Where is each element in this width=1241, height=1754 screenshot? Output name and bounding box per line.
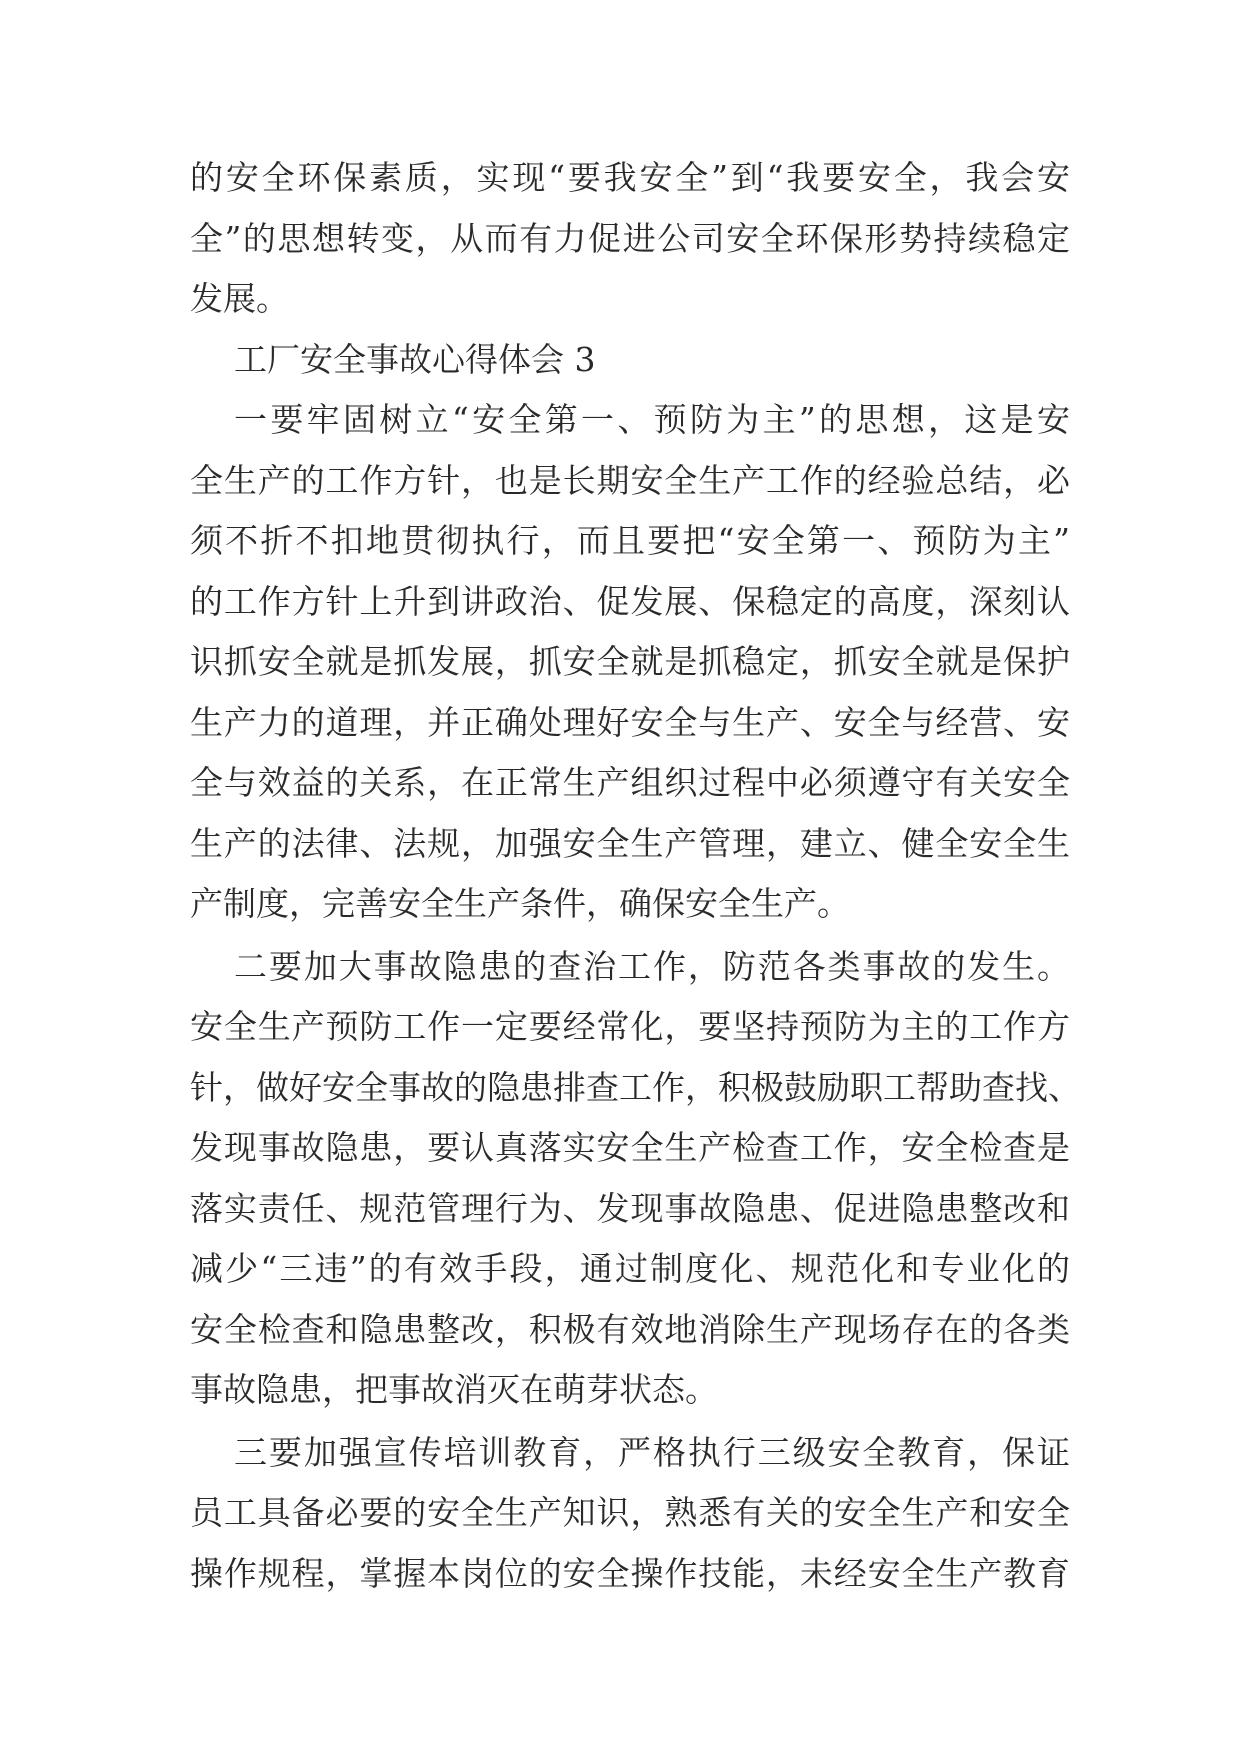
text-line: 发展。 (190, 279, 289, 318)
text-line: 员工具备必要的安全生产知识，熟悉有关的安全生产和安全 (190, 1493, 1070, 1532)
text-line: 二要加大事故隐患的查治工作，防范各类事故的发生。 (234, 946, 1070, 986)
text-line: 全生产的工作方针，也是长期安全生产工作的经验总结，必 (190, 460, 1070, 500)
text-line: 落实责任、规范管理行为、发现事故隐患、促进隐患整改和 (190, 1188, 1070, 1228)
text-line: 识抓安全就是抓发展，抓安全就是抓稳定，抓安全就是保护 (190, 642, 1070, 681)
paragraph-point-three (190, 1423, 1070, 1605)
text-line: 减少“三违”的有效手段，通过制度化、规范化和专业化的 (190, 1249, 1070, 1288)
text-line: 的安全环保素质，实现“要我安全”到“我要安全，我会安 (190, 158, 1070, 197)
text-line: 的工作方针上升到讲政治、促发展、保稳定的高度，深刻认 (190, 581, 1070, 621)
section-heading (190, 330, 1070, 391)
document-page (190, 148, 1081, 1604)
text-line: 针，做好安全事故的隐患排查工作，积极鼓励职工帮助查找、 (190, 1067, 1081, 1107)
paragraph-continued (190, 148, 1070, 330)
text-line: 操作规程，掌握本岗位的安全操作技能，未经安全生产教育 (190, 1553, 1070, 1593)
text-line: 三要加强宣传培训教育，严格执行三级安全教育，保证 (234, 1432, 1070, 1472)
text-line: 事故隐患，把事故消灭在萌芽状态。 (190, 1370, 718, 1409)
text-line: 安全生产预防工作一定要经常化，要坚持预防为主的工作方 (190, 1007, 1070, 1046)
text-line: 生产的法律、法规，加强安全生产管理，建立、健全安全生 (190, 823, 1070, 863)
text-line: 发现事故隐患，要认真落实安全生产检查工作，安全检查是 (190, 1128, 1070, 1167)
text-line: 全”的思想转变，从而有力促进公司安全环保形势持续稳定 (190, 218, 1070, 258)
paragraph-point-two (190, 937, 1081, 1421)
heading-text: 工厂安全事故心得体会 3 (234, 339, 596, 379)
text-line: 全与效益的关系，在正常生产组织过程中必须遵守有关安全 (190, 763, 1070, 802)
text-line: 产制度，完善安全生产条件，确保安全生产。 (190, 884, 850, 923)
text-line: 须不折不扣地贯彻执行，而且要把“安全第一、预防为主” (190, 521, 1070, 560)
paragraph-point-one (190, 390, 1070, 935)
text-line: 生产力的道理，并正确处理好安全与生产、安全与经营、安 (190, 702, 1070, 742)
text-line: 安全检查和隐患整改，积极有效地消除生产现场存在的各类 (190, 1309, 1070, 1349)
text-line: 一要牢固树立“安全第一、预防为主”的思想，这是安 (234, 400, 1070, 439)
